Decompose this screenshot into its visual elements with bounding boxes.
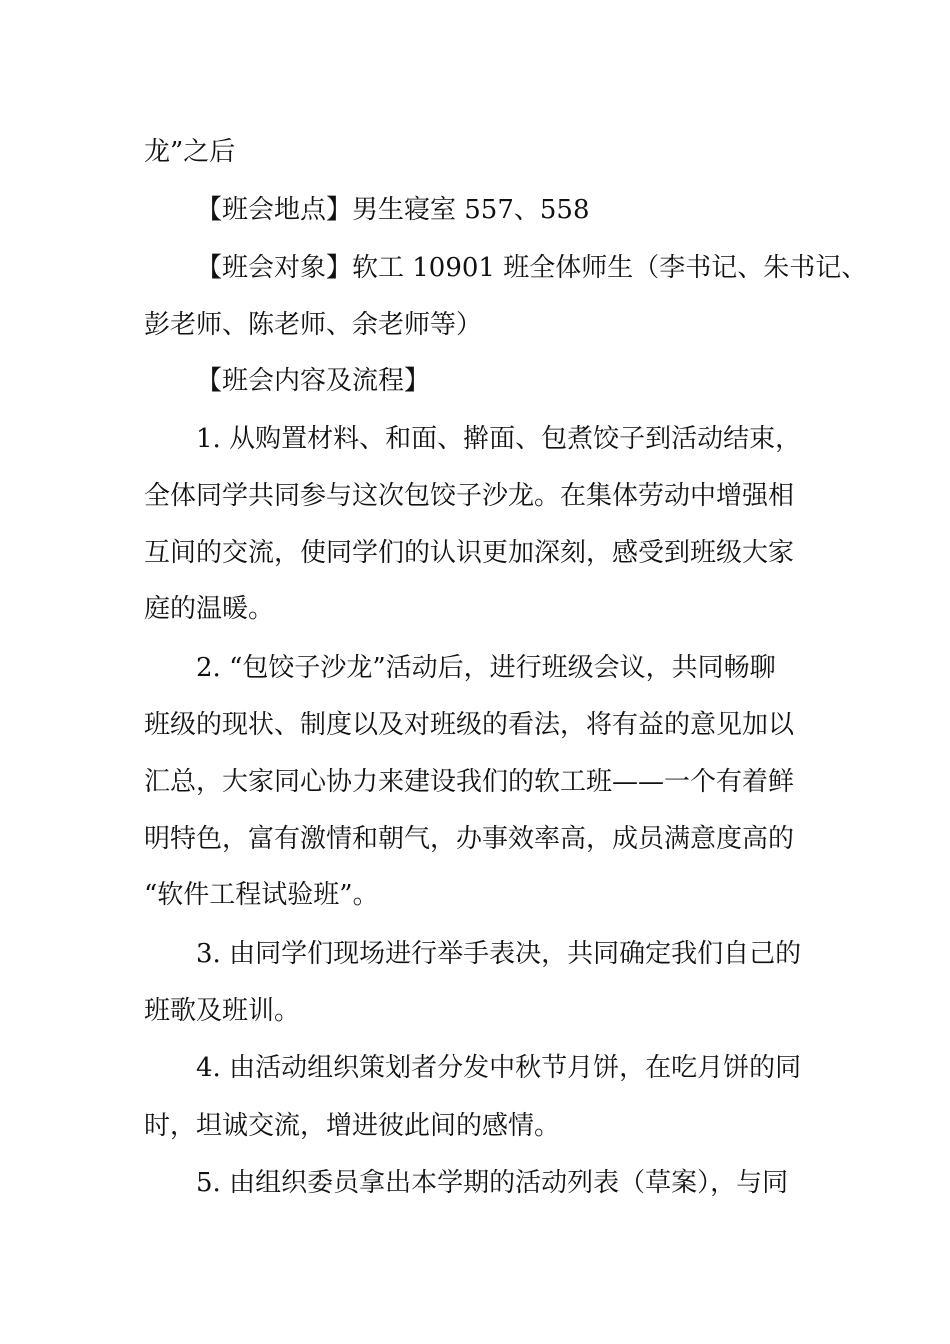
text-line: 明特色，富有激情和朝气，办事效率高，成员满意度高的 (144, 824, 795, 854)
text-line: 汇总，大家同心协力来建设我们的软工班——一个有着鲜 (144, 767, 795, 797)
text-line: 时，坦诚交流，增进彼此间的感情。 (144, 1111, 561, 1141)
text-line: 【班会对象】软工 10901 班全体师生（李书记、朱书记、 (196, 253, 868, 283)
text-line: 3. 由同学们现场进行举手表决，共同确定我们自己的 (196, 939, 802, 969)
text-line: “软件工程试验班”。 (144, 880, 379, 910)
text-line: 4. 由活动组织策划者分发中秋节月饼，在吃月饼的同 (196, 1053, 802, 1083)
text-line: 2. “包饺子沙龙”活动后，进行班级会议，共同畅聊 (196, 653, 776, 683)
text-line: 1. 从购置材料、和面、擀面、包煮饺子到活动结束， (196, 424, 802, 454)
text-line: 彭老师、陈老师、余老师等） (144, 310, 483, 340)
text-line: 班歌及班训。 (144, 996, 301, 1026)
text-line: 班级的现状、制度以及对班级的看法，将有益的意见加以 (144, 710, 795, 740)
text-line: 互间的交流，使同学们的认识更加深刻，感受到班级大家 (144, 538, 795, 568)
text-line: 【班会地点】男生寝室 557、558 (196, 195, 590, 225)
text-line: 5. 由组织委员拿出本学期的活动列表（草案），与同 (196, 1168, 789, 1198)
text-line: 全体同学共同参与这次包饺子沙龙。在集体劳动中增强相 (144, 481, 795, 511)
section-heading: 【班会内容及流程】 (196, 366, 431, 396)
text-line: 龙”之后 (144, 137, 236, 167)
text-line: 庭的温暖。 (144, 594, 275, 624)
